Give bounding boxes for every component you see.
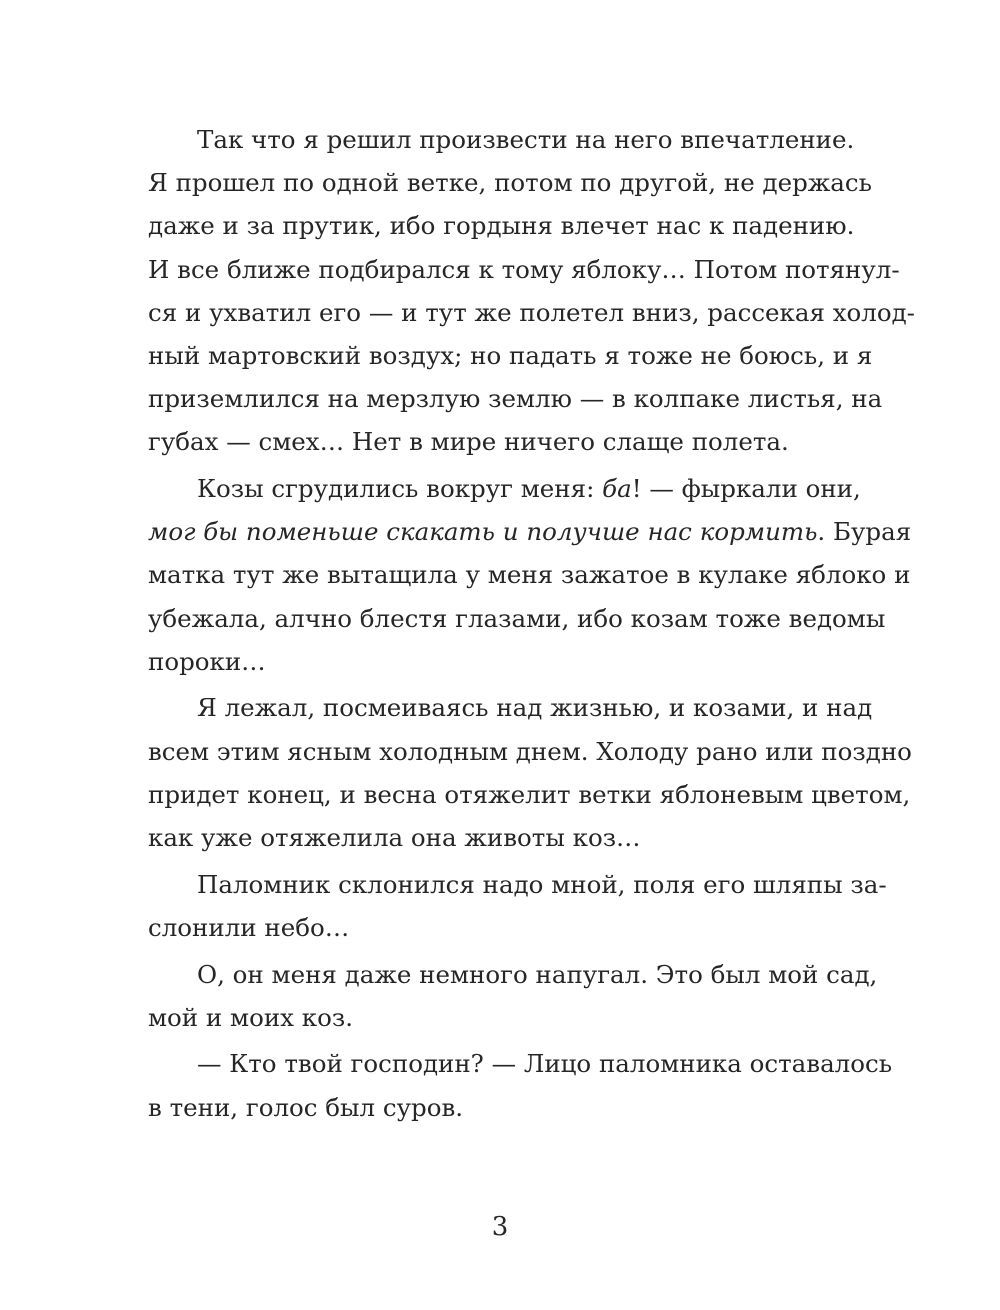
text-line: в тени, голос был суров. bbox=[148, 1092, 464, 1122]
text-line: всем этим ясным холодным днем. Холоду рано или поздно bbox=[148, 736, 912, 766]
text-line: И все ближе подбирался к тому яблоку… Потом потянул- bbox=[148, 254, 900, 284]
paragraph-4 bbox=[148, 863, 887, 949]
text-line: матка тут же вытащила у меня зажатое в кулаке яблоко и bbox=[148, 560, 911, 590]
italic-text: ба bbox=[602, 474, 632, 503]
text-run: Козы сгрудились вокруг меня: bbox=[197, 474, 603, 503]
text-run: . Бурая bbox=[817, 517, 912, 547]
text-line: — Кто твой господин? — Лицо паломника оставалось bbox=[197, 1049, 893, 1079]
text-line: пороки… bbox=[148, 646, 266, 676]
text-line: придет конец, и весна отяжелит ветки яблоневым цветом, bbox=[148, 779, 911, 809]
text-line: Я лежал, посмеиваясь над жизнью, и козами, и над bbox=[197, 693, 873, 723]
italic-text: мог бы поменьше скакать и получше нас кормить bbox=[148, 517, 818, 547]
text-line: губах — смех… Нет в мире ничего слаще полета. bbox=[148, 427, 789, 457]
text-line: приземлился на мерзлую землю — в колпаке листья, на bbox=[148, 384, 883, 414]
paragraph-5 bbox=[148, 953, 878, 1039]
page-number: 3 bbox=[491, 1212, 509, 1242]
paragraph-3 bbox=[148, 686, 912, 859]
text-line: как уже отяжелила она животы коз… bbox=[148, 823, 641, 852]
text-line: ся и ухватил его — и тут же полетел вниз, рассекая холод- bbox=[148, 297, 915, 327]
body-text bbox=[148, 118, 915, 1129]
text-line: ный мартовский воздух; но падать я тоже не боюсь, и я bbox=[148, 340, 873, 370]
paragraph-6 bbox=[148, 1042, 893, 1128]
paragraph-1 bbox=[148, 118, 915, 464]
text-line bbox=[148, 510, 912, 553]
text-line bbox=[148, 467, 861, 510]
text-line: мой и моих коз. bbox=[148, 1002, 353, 1032]
text-line: Паломник склонился надо мной, поля его шляпы за- bbox=[197, 869, 887, 899]
paragraph-2 bbox=[148, 467, 912, 683]
text-line: О, он меня даже немного напугал. Это был мой сад, bbox=[197, 959, 878, 989]
text-line: даже и за прутик, ибо гордыня влечет нас к падению. bbox=[148, 211, 855, 241]
text-line: убежала, алчно блестя глазами, ибо козам тоже ведомы bbox=[148, 603, 886, 633]
text-run: ! — фыркали они, bbox=[631, 474, 861, 503]
text-line: Я прошел по одной ветке, потом по другой, не держась bbox=[148, 168, 872, 198]
text-line: Так что я решил произвести на него впечатление. bbox=[197, 125, 855, 154]
text-line: слонили небо… bbox=[148, 912, 350, 942]
